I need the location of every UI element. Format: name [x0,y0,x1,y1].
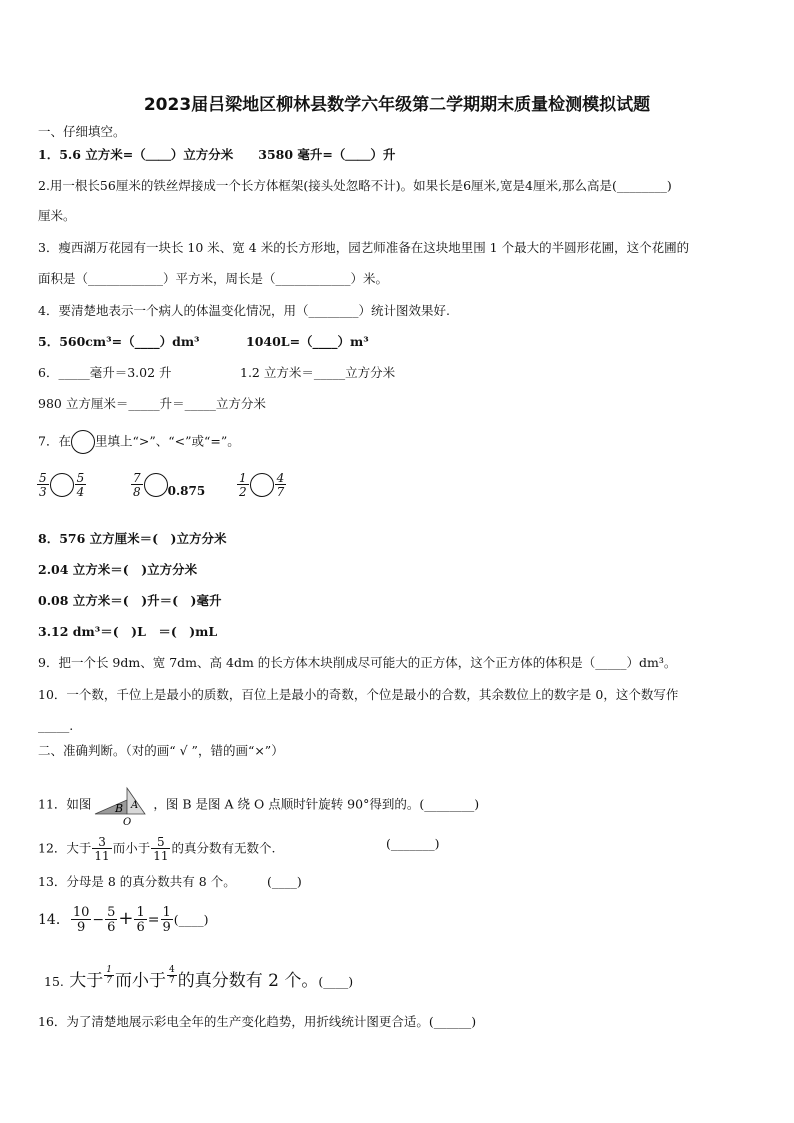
fraction-denominator: 8 [133,485,141,499]
figure-label-a: A [131,800,139,811]
rotation-figure-icon [93,784,151,826]
fraction-numerator: 1 [162,905,171,920]
question-15 [44,966,353,991]
fraction-denominator: 11 [153,849,169,863]
question-3-line-2: 面积是（____________）平方米，周长是（____________）米。 [38,271,389,286]
fraction-numerator: 1 [239,471,247,485]
plus-operator: + [118,908,134,929]
question-11 [38,784,479,826]
question-15-number: 15. [44,974,64,989]
fraction-numerator: 5 [151,836,170,849]
question-12-suffix: 的真分数有无数个. [171,840,276,856]
compare-circle-icon[interactable] [50,473,74,497]
question-8-line-4: 3.12 dm³＝( )L ＝( )mL [38,624,218,639]
question-5-part-1: 5．560cm³=（____）dm³ [38,334,200,349]
equals-operator: = [147,912,160,928]
compare-circle-icon [71,430,95,454]
figure-label-o: O [123,817,132,826]
fraction-numerator: 5 [107,905,116,920]
fraction-denominator: 11 [94,849,110,863]
question-16: 16．为了清楚地展示彩电全年的生产变化趋势，用折线统计图更合适。(______) [38,1014,477,1029]
section-heading-fill-blank: 一、仔细填空。 [38,124,126,139]
question-12-middle: 而小于 [112,840,151,856]
fraction-numerator: 1 [106,965,113,975]
section-heading-true-false: 二、准确判断。（对的画“ √ ”，错的画“×”） [38,743,284,758]
question-4: 4．要清楚地表示一个病人的体温变化情况，用（________）统计图效果好. [38,303,450,318]
question-2-line-2: 厘米。 [38,208,76,223]
fraction-denominator: 9 [76,920,86,935]
question-15-text-3: 的真分数有 2 个。 [177,971,319,991]
question-6-part-1: 6．_____毫升＝3.02 升 [38,365,172,380]
question-9: 9．把一个长 9dm、宽 7dm、高 4dm 的长方体木块削成尽可能大的正方体，这个正方体的体积是（_____）dm³。 [38,655,677,670]
question-15-text-2: 而小于 [115,971,167,991]
question-7-prefix: 7．在 [38,433,71,449]
question-7-item-a [36,472,87,498]
question-7-suffix: 里填上“>”、“<”或“=”。 [94,433,240,449]
minus-operator: − [92,912,105,928]
fraction-numerator: 4 [276,471,285,485]
decimal-value: 0.875 [167,484,206,498]
figure-label-b: B [115,802,124,815]
question-14-prefix: 14． [38,912,70,928]
question-2-line-1: 2.用一根长56厘米的铁丝焊接成一个长方体框架(接头处忽略不计)。如果长是6厘米,宽是4厘米,那么高是(________) [38,178,672,193]
question-7-instruction [38,430,240,454]
question-11-prefix: 11．如图 [38,796,92,812]
compare-circle-icon[interactable] [144,473,168,497]
question-15-text-1: 大于 [69,971,104,991]
fraction-numerator: 5 [76,471,85,485]
fraction-denominator: 6 [107,920,116,935]
fraction-denominator: 6 [136,920,145,935]
question-12-answer-blank[interactable]: (_______) [386,836,440,851]
question-15-answer-blank[interactable]: (____) [318,974,354,989]
question-8-line-1: 8．576 立方厘米＝( )立方分米 [38,531,227,546]
fraction-numerator: 7 [133,471,141,485]
question-3-line-1: 3．瘦西湖万花园有一块长 10 米、宽 4 米的长方形地，园艺师准备在这块地里围 1 个最大的半圆形花圃，这个花圃的 [38,240,690,255]
question-12-prefix: 12．大于 [38,840,92,856]
question-10-line-2: _____. [38,718,74,733]
question-5-part-2: 1040L=（____）m³ [246,334,369,349]
fraction-denominator: 9 [162,920,171,935]
question-6-part-3: 980 立方厘米＝_____升＝_____立方分米 [38,396,266,411]
question-12 [38,836,275,862]
fraction-denominator: 2 [239,485,247,499]
fraction-numerator: 3 [92,836,111,849]
fraction-denominator: 3 [39,485,47,499]
fraction-denominator: 7 [276,485,285,499]
question-1: 1．5.6 立方米=（＿＿）立方分米 3580 毫升=（＿＿）升 [38,147,396,162]
question-6-part-2: 1.2 立方米＝_____立方分米 [240,365,396,380]
fraction-numerator: 4 [169,965,175,975]
question-10-line-1: 10．一个数，千位上是最小的质数，百位上是最小的奇数，个位是最小的合数，其余数位上的数字是 0，这个数写作 [38,687,679,702]
fraction-denominator: 7 [106,976,113,986]
question-7-item-b [130,472,205,498]
fraction-denominator: 4 [76,485,85,499]
fraction-numerator: 1 [136,905,145,920]
question-14 [38,906,209,934]
page-title: 2023届吕梁地区柳林县数学六年级第二学期期末质量检测模拟试题 [143,95,651,115]
question-8-line-3: 0.08 立方米＝( )升＝( )毫升 [38,593,222,608]
question-7-item-c [236,472,287,498]
question-13: 13．分母是 8 的真分数共有 8 个。 (____) [38,874,302,889]
question-14-answer-blank[interactable]: (____) [173,912,209,927]
question-8-line-2: 2.04 立方米＝( )立方分米 [38,562,198,577]
fraction-numerator: 5 [39,471,47,485]
fraction-denominator: 7 [169,976,175,986]
question-11-suffix: ，图 B 是图 A 绕 O 点顺时针旋转 90°得到的。(________) [153,796,480,812]
compare-circle-icon[interactable] [250,473,274,497]
fraction-numerator: 10 [72,905,90,920]
